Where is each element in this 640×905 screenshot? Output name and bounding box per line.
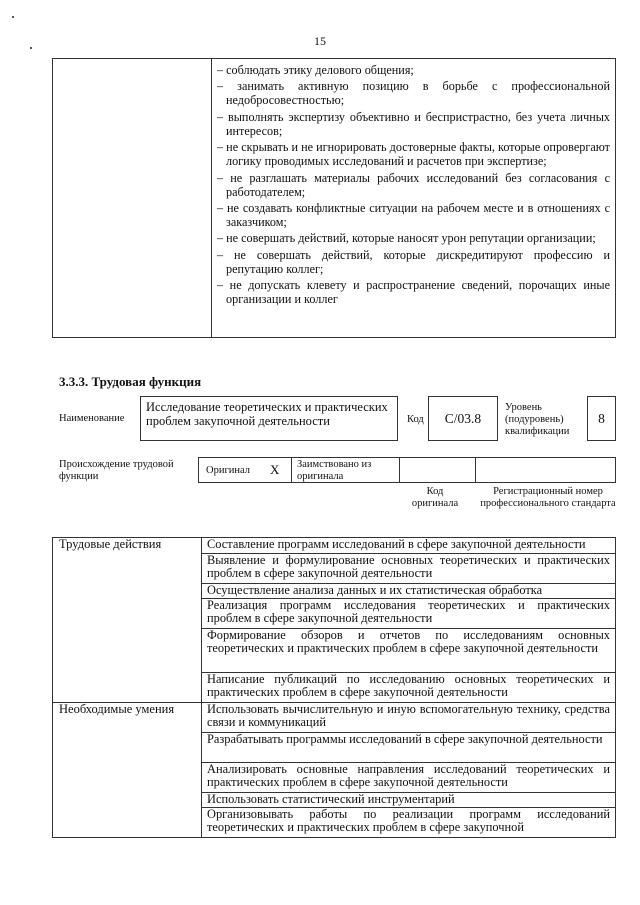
code-label: Код <box>407 414 424 425</box>
skill-item: Разрабатывать программы исследований в сфере закупочной деятельности <box>202 733 616 763</box>
ethics-item: – не скрывать и не игнорировать достоверные факты, которые опровергают логику проводимых исследований и расчетов при экспертизе; <box>217 140 610 169</box>
origin-label: Происхождение трудовой функции <box>59 459 174 482</box>
ethics-item: – не совершать действий, которые наносят урон репутации организации; <box>217 231 596 246</box>
skill-item: Организовывать работы по реализации программ исследований теоретических и практических проблем в сфере закупочной <box>202 808 616 838</box>
reg-number-caption: Регистрационный номер профессионального стандарта <box>480 486 616 509</box>
borrowed-label: Заимствовано из оригинала <box>297 459 372 482</box>
ethics-table-label-cell <box>53 59 212 337</box>
skill-item: Использовать статистический инструментарий <box>202 793 616 808</box>
origin-original-cell <box>199 458 292 482</box>
function-name-box: Исследование теоретических и практических проблем закупочной деятельности <box>140 396 398 441</box>
ethics-item: – выполнять экспертизу объективно и беспристрастно, без учета личных интересов; <box>217 109 610 138</box>
labor-actions-label: Трудовые действия <box>53 538 202 703</box>
origin-row <box>198 457 616 483</box>
page-number: 15 <box>314 34 326 48</box>
origin-code-cell <box>400 458 476 482</box>
ethics-item: – не создавать конфликтные ситуации на рабочем месте и в отношениях с заказчиком; <box>217 200 610 229</box>
origin-borrowed-cell <box>292 458 400 482</box>
ethics-item: – занимать активную позицию в борьбе с профессиональной недобросовестностью; <box>217 79 610 108</box>
ethics-item: – не совершать действий, которые дискредитируют профессию и репутацию коллег; <box>217 247 610 276</box>
skill-item: Анализировать основные направления исследований теоретических и практических проблем в сфере закупочной деятельности <box>202 763 616 793</box>
labor-action-item: Написание публикаций по исследованию основных теоретических и практических проблем в сфере закупочной деятельности <box>202 673 616 703</box>
labor-action-item: Формирование обзоров и отчетов по исследованиям основных теоретических и практических проблем в сфере закупочной деятельности <box>202 629 616 673</box>
level-label: Уровень (подуровень) квалификации <box>505 402 570 437</box>
ethics-item: – соблюдать этику делового общения; <box>217 63 414 77</box>
ethics-list <box>217 63 610 309</box>
labor-action-item: Выявление и формулирование основных теоретических и практических проблем в сфере закупочной деятельности <box>202 554 616 584</box>
level-box: 8 <box>587 396 616 441</box>
skill-item: Использовать вычислительную и иную вспомогательную технику, средства связи и коммуникаций <box>202 703 616 733</box>
function-code-box: С/03.8 <box>428 396 498 441</box>
function-details-table <box>52 537 616 838</box>
ethics-table <box>52 58 616 338</box>
original-label: Оригинал <box>206 465 250 476</box>
ethics-item: – не допускать клевету и распространение сведений, порочащих иные организации и коллег <box>217 278 610 307</box>
required-skills-label: Необходимые умения <box>53 703 202 838</box>
section-title: 3.3.3. Трудовая функция <box>59 374 202 389</box>
name-label: Наименование <box>59 413 125 424</box>
original-mark: X <box>270 462 280 477</box>
scan-dot <box>30 47 32 49</box>
scan-dot <box>12 16 14 18</box>
labor-action-item: Составление программ исследований в сфере закупочной деятельности <box>202 538 616 554</box>
ethics-item: – не разглашать материалы рабочих исследований без согласования с работодателем; <box>217 170 610 199</box>
code-original-caption: Код оригинала <box>411 486 459 509</box>
labor-action-item: Осуществление анализа данных и их статистическая обработка <box>202 584 616 599</box>
labor-action-item: Реализация программ исследования теоретических и практических проблем в сфере закупочной деятельности <box>202 599 616 629</box>
